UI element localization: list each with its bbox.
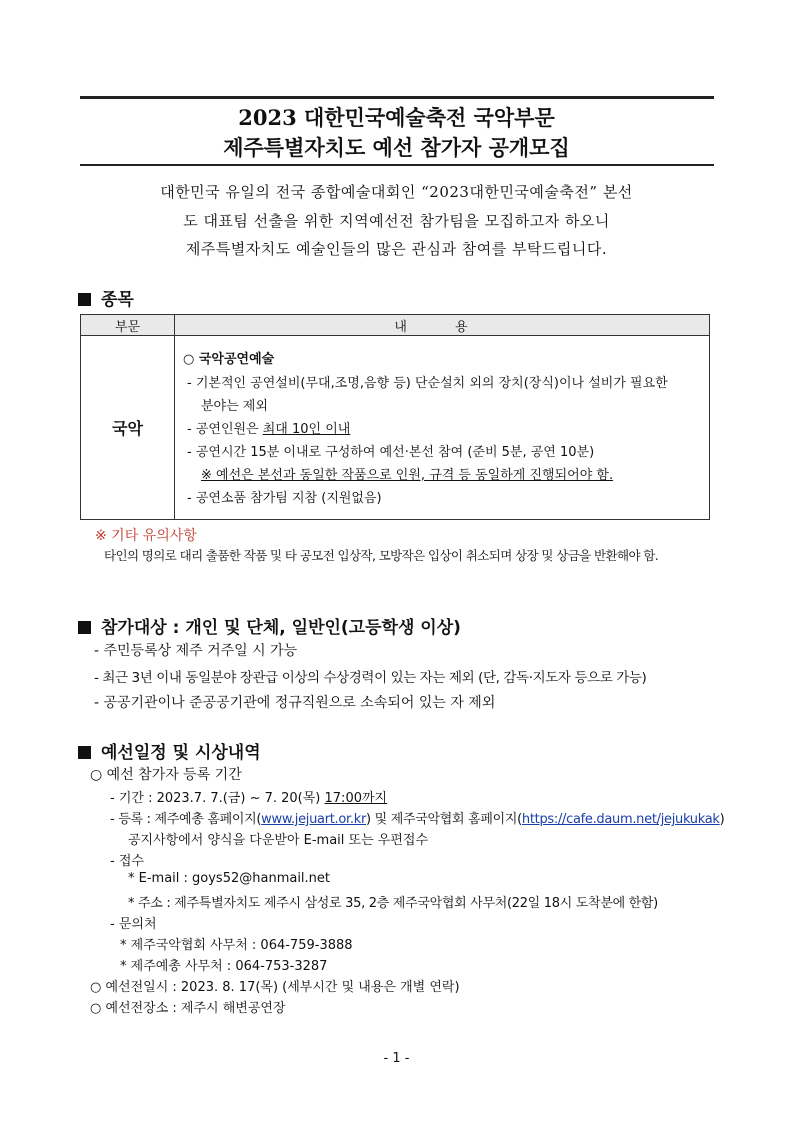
title-top-rule [80, 96, 714, 99]
eligibility-item3: - 공공기관이나 준공공기관에 정규직원으로 소속되어 있는 자 제외 [94, 695, 496, 711]
jejuart-link[interactable]: www.jejuart.or.kr [261, 812, 367, 827]
section-heading-genre-text: 종목 [101, 290, 134, 310]
intro-line2: 도 대표팀 선출을 위한 지역예선전 참가팀을 모집하고자 하오니 [183, 212, 610, 230]
genre-col-division: 부문 [81, 315, 175, 336]
section-square-icon [78, 293, 91, 306]
schedule-email: * E-mail : goys52@hanmail.net [128, 871, 331, 886]
schedule-period-deadline: 17:00까지 [324, 791, 388, 806]
schedule-reg-prefix: - 등록 : 제주예총 홈페이지( [110, 812, 262, 827]
page-title-line2: 제주특별자치도 예선 참가자 공개모집 [223, 135, 570, 160]
eligibility-item1: - 주민등록상 제주 거주일 시 가능 [94, 643, 298, 659]
schedule-period [110, 787, 387, 806]
notice-text: 타인의 명의로 대리 출품한 작품 및 타 공모전 입상작, 모방작은 입상이 취소되며 상장 및 상금을 반환해야 함. [104, 548, 659, 563]
schedule-contact2: * 제주예총 사무처 : 064-753-3287 [120, 959, 328, 974]
title-bottom-rule [80, 164, 714, 166]
genre-bullet2-emphasis: 최대 10인 이내 [262, 422, 351, 437]
schedule-reg-suffix: ) [719, 812, 725, 827]
genre-table-row [81, 336, 710, 520]
genre-division-name: 국악 [81, 336, 175, 520]
section-square-icon [78, 621, 91, 634]
genre-bullet2-prefix: - 공연인원은 [187, 422, 263, 437]
section-square-icon [78, 746, 91, 759]
notice-title: ※ 기타 유의사항 [95, 528, 197, 544]
intro-line1: 대한민국 유일의 전국 종합예술대회인 “2023대한민국예술축전” 본선 [160, 183, 633, 201]
genre-table [80, 314, 710, 520]
schedule-contact1: * 제주국악협회 사무처 : 064-759-3888 [120, 938, 353, 953]
schedule-reg-line2: 공지사항에서 양식을 다운받아 E-mail 또는 우편접수 [128, 833, 429, 848]
schedule-venue: ○ 예선전장소 : 제주시 해변공연장 [90, 1001, 286, 1016]
section-heading-eligibility [78, 613, 461, 638]
genre-bullet2 [187, 418, 350, 437]
intro-line3: 제주특별자치도 예술인들의 많은 관심과 참여를 부탁드립니다. [185, 240, 608, 258]
genre-table-header-row [81, 315, 710, 336]
eligibility-item2: - 최근 3년 이내 동일분야 장관급 이상의 수상경력이 있는 자는 제외 (단, 감독·지도자 등으로 가능) [94, 670, 647, 686]
genre-col-content [175, 315, 710, 336]
genre-bullet4: - 공연소품 참가팀 지참 (지원없음) [187, 491, 382, 506]
schedule-period-prefix: - 기간 : 2023.7. 7.(금) ~ 7. 20(목) [110, 791, 325, 806]
schedule-date: ○ 예선전일시 : 2023. 8. 17(목) (세부시간 및 내용은 개별 연락) [90, 980, 460, 995]
genre-bullet3: - 공연시간 15분 이내로 구성하여 예선·본선 참여 (준비 5분, 공연 10분) [187, 445, 595, 460]
page-number: - 1 - [383, 1051, 410, 1066]
jejukukak-link[interactable]: https://cafe.daum.net/jejukukak [521, 812, 720, 827]
section-heading-schedule [78, 738, 261, 763]
schedule-reg-title: ○ 예선 참가자 등록 기간 [90, 767, 242, 783]
genre-item-title: ○ 국악공연예술 [183, 352, 275, 367]
genre-bullet3-note: ※ 예선은 본선과 동일한 작품으로 인원, 규격 등 동일하게 진행되어야 함. [201, 468, 614, 483]
section-heading-genre [78, 285, 134, 310]
schedule-reg-mid: ) 및 제주국악협회 홈페이지( [366, 812, 522, 827]
schedule-address: * 주소 : 제주특별자치도 제주시 삼성로 35, 2층 제주국악협회 사무처(22일 18시 도착분에 한함) [128, 896, 658, 911]
genre-bullet1-b: 분야는 제외 [201, 399, 268, 414]
schedule-registration [110, 808, 724, 827]
schedule-receipt: - 접수 [110, 854, 144, 869]
genre-bullet1-a: - 기본적인 공연설비(무대,조명,음향 등) 단순설치 외의 장치(장식)이나 설비가 필요한 [187, 376, 668, 391]
section-heading-eligibility-text: 참가대상 : 개인 및 단체, 일반인(고등학생 이상) [101, 618, 461, 638]
section-heading-schedule-text: 예선일정 및 시상내역 [101, 743, 261, 763]
schedule-inquiry: - 문의처 [110, 917, 157, 932]
page-title-line1: 2023 대한민국예술축전 국악부문 [238, 105, 555, 130]
genre-col-content-text: 내 용 [394, 319, 490, 335]
genre-content-cell [175, 336, 710, 520]
